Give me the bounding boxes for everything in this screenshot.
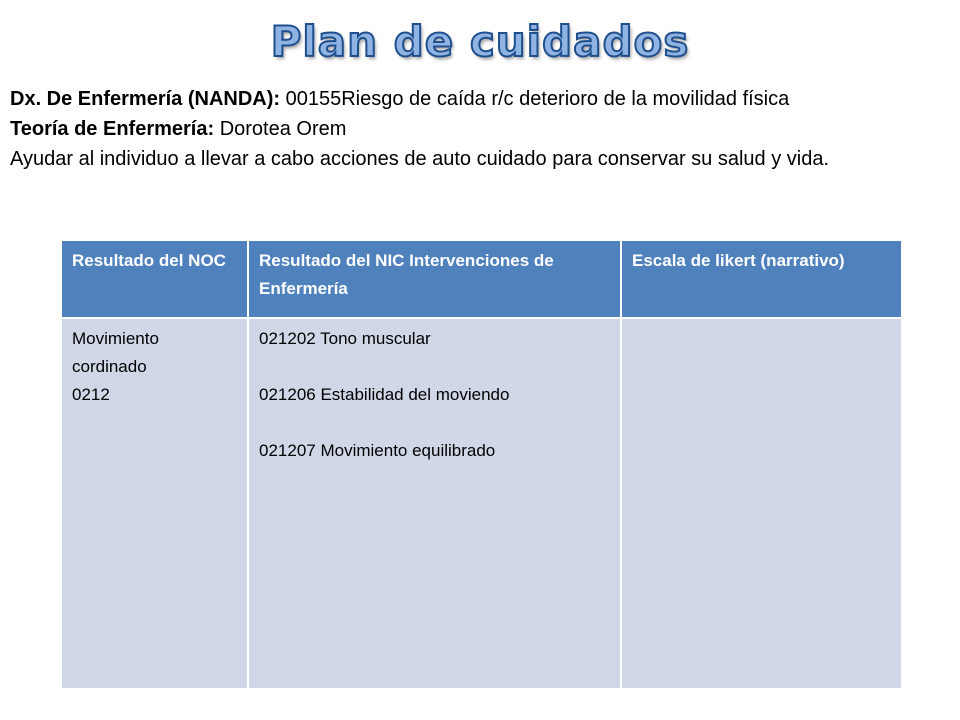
cell-likert [621, 318, 902, 689]
diagnosis-line [10, 84, 950, 114]
noc-line: Movimiento [72, 329, 159, 348]
intro-text [10, 84, 950, 174]
table-row [61, 318, 902, 689]
theory-label: Teoría de Enfermería: [10, 118, 215, 140]
theory-line [10, 114, 950, 144]
noc-code: 0212 [72, 385, 110, 404]
slide-title: Plan de cuidados [270, 17, 690, 66]
table-header-row [61, 240, 902, 318]
header-likert: Escala de likert (narrativo) [621, 240, 902, 318]
theory-value: Dorotea Orem [214, 118, 347, 140]
nic-item: 021202 Tono muscular [259, 329, 431, 348]
cell-noc [61, 318, 248, 689]
cell-nic [248, 318, 621, 689]
header-noc: Resultado del NOC [61, 240, 248, 318]
diagnosis-value: 00155Riesgo de caída r/c deterioro de la movilidad física [280, 88, 790, 110]
description-text: Ayudar al individuo a llevar a cabo acciones de auto cuidado para conservar su salud y vida. [10, 148, 830, 170]
care-plan-table [60, 239, 903, 690]
noc-line: cordinado [72, 357, 147, 376]
nic-item: 021206 Estabilidad del moviendo [259, 385, 510, 404]
nic-item: 021207 Movimiento equilibrado [259, 441, 496, 460]
diagnosis-label: Dx. De Enfermería (NANDA): [10, 88, 281, 110]
header-nic: Resultado del NIC Intervenciones de Enfermería [248, 240, 621, 318]
